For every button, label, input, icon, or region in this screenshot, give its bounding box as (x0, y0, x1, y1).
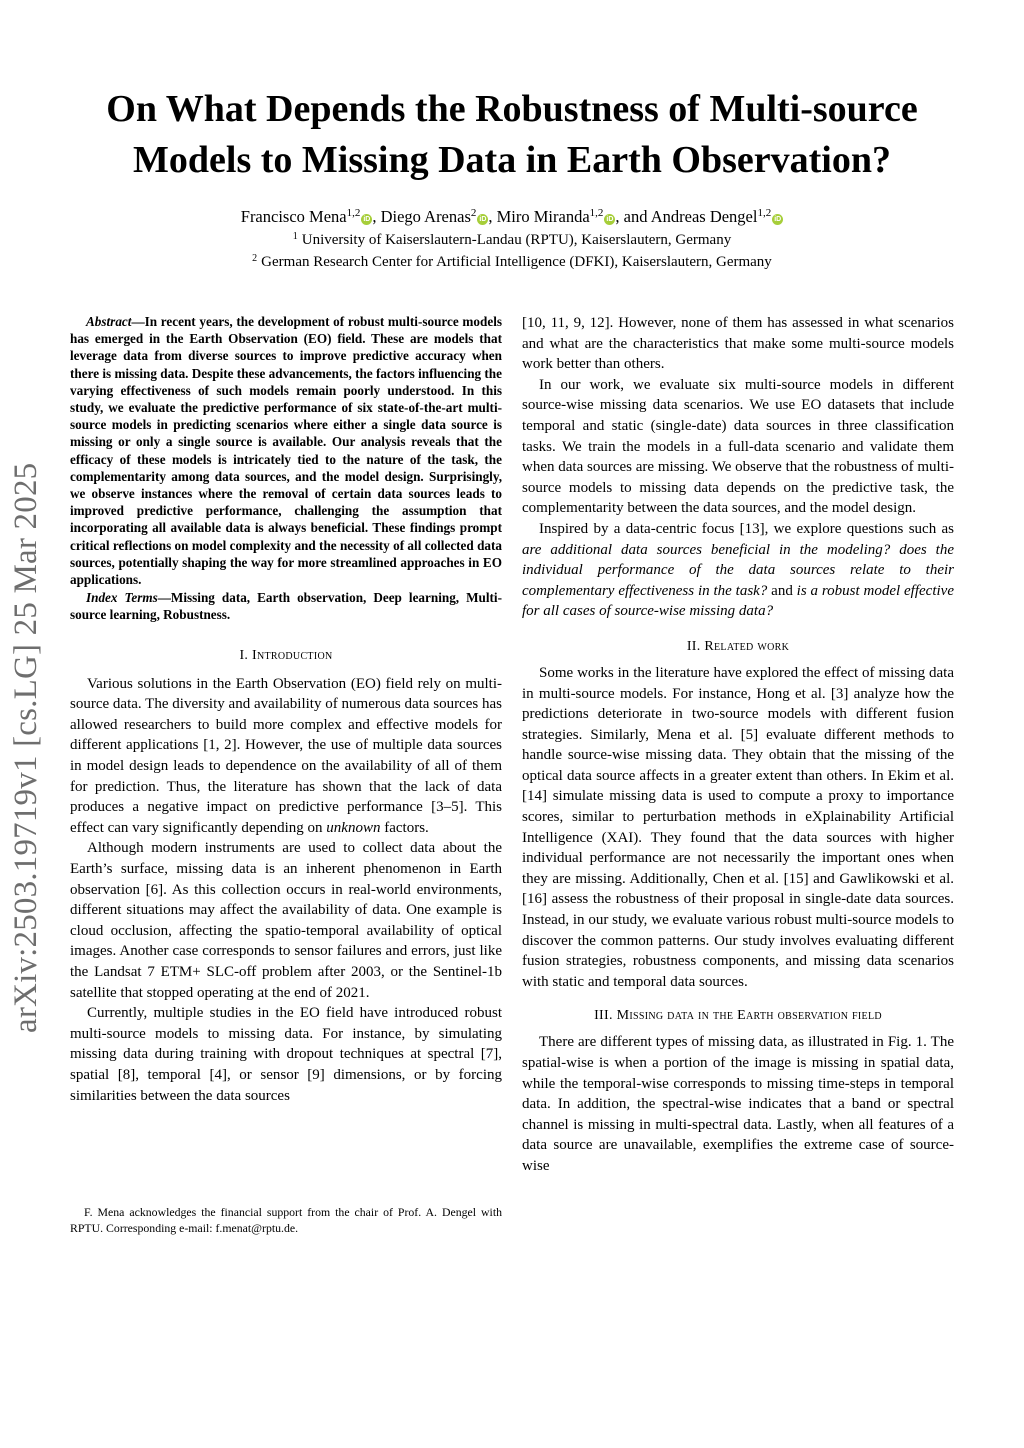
author-sup: 2 (470, 207, 477, 219)
section-heading-intro (70, 646, 502, 666)
arxiv-stamp: arXiv:2503.19719v1 [cs.LG] 25 Mar 2025 (8, 462, 44, 1033)
author-sep: , (488, 207, 497, 226)
author-name: Francisco Mena (240, 207, 347, 226)
abstract-text: —In recent years, the development of robust multi-source models has emerged in the Earth Observation (EO) field. These are models that leverage data from diverse sources to improve predictive accuracy when there is missing data. Despite these advancements, the factors influencing the varying effectiveness of such models remain poorly understood. In this study, we evaluate the predictive performance of six state-of-the-art multi-source models in predicting scenarios where either a single data source is missing or only a single source is available. Our analysis reveals that the efficacy of these models is intricately tied to the nature of the task, the complementarity among data sources, and the model design. Surprisingly, we observe instances where the removal of certain data sources leads to improved predictive performance, challenging the assumption that incorporating all available data is always beneficial. These findings prompt critical reflections on model complexity and the necessity of all collected data sources, potentially shaping the way for more streamlined approaches in EO applications. (70, 314, 502, 588)
affiliation-1 (0, 230, 1024, 250)
section-title: Missing data in the Earth observation field (616, 1008, 882, 1024)
section-heading-missing (522, 1006, 954, 1026)
author-sup: 1,2 (757, 207, 772, 219)
emphasis: are additional data sources beneficial in the modeling? does the individual performance of the data sources relate to their complementary effectiveness in the task? (522, 541, 954, 599)
emphasis: is a robust model effective for all cases of source-wise missing data? (522, 582, 954, 620)
orcid-icon[interactable]: iD (479, 216, 487, 223)
author-name: Andreas Dengel (650, 207, 758, 226)
emphasis: unknown (326, 819, 381, 836)
paragraph-text: and (767, 582, 797, 599)
paragraph-text: Inspired by a data-centric focus [13], we explore questions such as (539, 520, 954, 537)
author-sup: 1,2 (589, 207, 604, 219)
index-terms-lead: Index Terms (86, 590, 158, 606)
left-column (70, 313, 502, 1106)
orcid-icon[interactable]: iD (606, 216, 614, 223)
title-line-1: On What Depends the Robustness of Multi-source (106, 88, 918, 130)
author-list (0, 206, 1024, 228)
orcid-icon[interactable]: iD (363, 216, 371, 223)
paragraph (522, 519, 954, 622)
index-terms (70, 589, 502, 623)
author-sup: 1,2 (346, 207, 361, 219)
abstract (70, 313, 502, 588)
author-name: Diego Arenas (380, 207, 471, 226)
abstract-lead: Abstract (86, 314, 132, 329)
paragraph: Although modern instruments are used to collect data about the Earth’s surface, missing data is an inherent phenomenon in Earth observation [6]. As this collection occurs in real-world environments, different situations may affect the availability of data. One example is cloud occlusion, affecting the spatio-temporal availability of optical images. Another case corresponds to sensor failures and errors, just like the Landsat 7 ETM+ SLC-off problem after 2003, or the Sentinel-1b satellite that stopped operating at the end of 2021. (70, 840, 502, 1001)
affiliation-num: 1 (292, 231, 298, 242)
author-sep: , (372, 207, 381, 226)
section-heading-related (522, 637, 954, 657)
paragraph-text: factors. (380, 819, 429, 836)
footnote: F. Mena acknowledges the financial support from the chair of Prof. A. Dengel with RPTU. Corresponding e-mail: f.menat@rptu.de. (70, 1205, 502, 1235)
affiliation-2 (0, 252, 1024, 272)
paragraph: In our work, we evaluate six multi-source models in different source-wise missing data scenarios. We use EO datasets that include temporal and static (single-date) data sources in three classification tasks. We train the models in a full-data scenario and validate them when data sources are missing. We observe that the robustness of multi-source models to missing data depends on the predictive task, the complementarity between the data sources, and the model design. (522, 376, 954, 517)
paragraph (70, 674, 502, 839)
orcid-icon[interactable]: iD (774, 216, 782, 223)
title-line-2: Models to Missing Data in Earth Observation? (133, 139, 891, 181)
author-sep: , and (615, 207, 651, 226)
section-num: II. (686, 638, 705, 654)
section-title: Related work (704, 638, 790, 654)
affiliation-text: German Research Center for Artificial Intelligence (DFKI), Kaiserslautern, Germany (261, 254, 772, 270)
paragraph: Currently, multiple studies in the EO field have introduced robust multi-source models to missing data. For instance, by simulating missing data during training with dropout techniques at spectral [7], spatial [8], temporal [4], or sensor [9] dimensions, or by forcing similarities between the data sources (70, 1005, 502, 1104)
paper-title (0, 84, 1024, 186)
affiliation-num: 2 (252, 253, 258, 264)
paragraph: [10, 11, 9, 12]. However, none of them has assessed in what scenarios and what are the characteristics that make some multi-source models work better than others. (522, 315, 954, 373)
section-num: I. (239, 647, 253, 663)
affiliation-text: University of Kaiserslautern-Landau (RPTU), Kaiserslautern, Germany (301, 232, 732, 248)
index-terms-text: —Missing data, Earth observation, Deep learning, Multi-source learning, Robustness. (70, 590, 502, 623)
section-num: III. (594, 1008, 617, 1024)
paragraph: Some works in the literature have explored the effect of missing data in multi-source models. For instance, Hong et al. [3] analyze how the predictions deteriorate in two-source models with different fusion strategies. Similarly, Mena et al. [5] evaluate different methods to handle source-wise missing data. They obtain that the missing of the optical data source affects in a greater extent than others. In Ekim et al. [14] simulate missing data is used to compute a proxy to importance scores, similar to perturbation methods in eXplainability Artificial Intelligence (XAI). They found that the data sources with higher individual performance are not necessarily the important ones when they are missing. Additionally, Chen et al. [15] and Gawlikowski et al. [16] assess the robustness of their proposal in single-date data sources. Instead, in our study, we evaluate various robust multi-source models to discover the common patterns. Our study involves evaluating different fusion strategies, robustness components, and missing data scenarios with static and temporal data sources. (522, 664, 954, 990)
section-title: Introduction (252, 647, 333, 663)
paragraph: There are different types of missing data, as illustrated in Fig. 1. The spatial-wise is when a portion of the image is missing in spatial data, while the temporal-wise corresponds to missing time-steps in temporal data. In addition, the spectral-wise indicates that a band or spectral channel is missing in multi-spectral data. Lastly, when all features of a data source are unavailable, exemplifies the extreme case of source-wise (522, 1034, 954, 1174)
author-name: Miro Miranda (496, 207, 590, 226)
right-column (522, 313, 954, 1177)
paragraph-text: Various solutions in the Earth Observation (EO) field rely on multi-source data. The diversity and availability of numerous data sources has allowed researchers to build more complex and effective models for different applications [1, 2]. However, the use of multiple data sources in model design leads to dependence on the availability of all of them for prediction. Thus, the literature has shown that the lack of data produces a negative impact on predictive performance [3–5]. This effect can vary significantly depending on (70, 675, 502, 836)
